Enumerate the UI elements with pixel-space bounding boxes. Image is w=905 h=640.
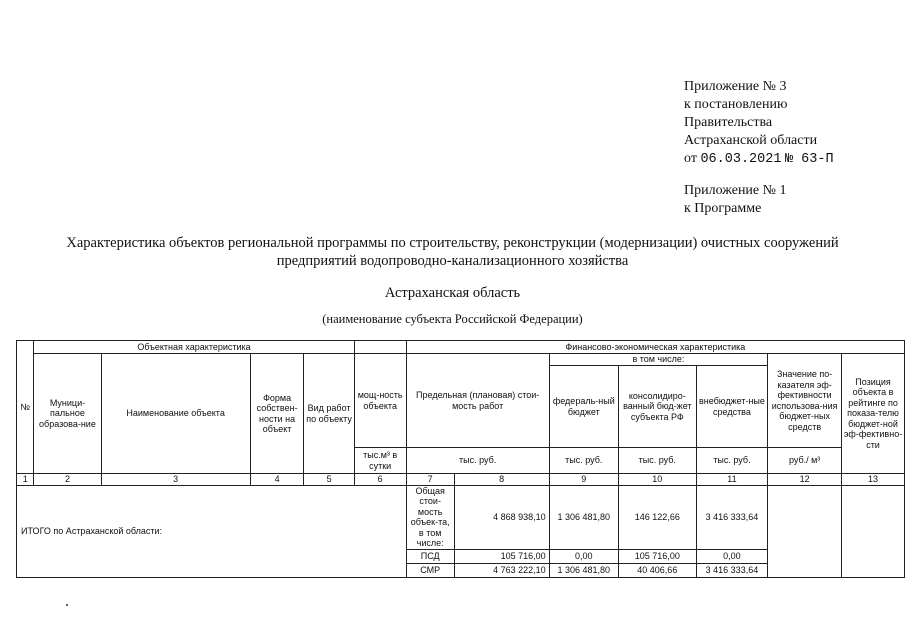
unit-capacity: тыс.м³ в сутки [354, 448, 406, 474]
column-number: 6 [354, 474, 406, 486]
extrabudget-cell: 3 416 333,64 [696, 485, 768, 549]
column-number: 1 [17, 474, 34, 486]
extrabudget-cell: 0,00 [696, 549, 768, 563]
region-name: Астраханская область [384, 285, 521, 301]
header-num: № [17, 341, 34, 474]
consolidated-cell: 40 406,66 [618, 563, 696, 577]
appendix-line: Приложение № 1 [684, 183, 787, 198]
consolidated-cell: 146 122,66 [618, 485, 696, 549]
column-number: 5 [304, 474, 354, 486]
decree-prefix: от [684, 151, 697, 166]
column-number: 8 [454, 474, 549, 486]
column-number: 10 [618, 474, 696, 486]
federal-cell: 1 306 481,80 [549, 563, 618, 577]
total-label: ИТОГО по Астраханской области: [17, 485, 407, 577]
decree-number: № 63-П [784, 152, 834, 167]
extrabudget-cell: 3 416 333,64 [696, 563, 768, 577]
header-federal: федераль-ный бюджет [549, 366, 618, 448]
header-consolidated: консолидиро-ванный бюд-жет субъекта РФ [618, 366, 696, 448]
header-municipality: Муници-пальное образова-ние [34, 354, 101, 474]
federal-cell: 0,00 [549, 549, 618, 563]
unit-indicator: руб./ м³ [768, 448, 842, 474]
header-indicator: Значение по-казателя эф-фективности использова-ния бюджет-ных средств [768, 354, 842, 448]
consolidated-cell: 105 716,00 [618, 549, 696, 563]
header-cost: Предельная (плановая) стои-мость работ [406, 354, 549, 448]
row-label: Общая стои-мость объек-та, в том числе: [406, 485, 454, 549]
decree-date: 06.03.2021 [700, 152, 782, 167]
objects-table [16, 340, 905, 578]
column-number: 7 [406, 474, 454, 486]
header-ownership: Форма собствен-ности на объект [250, 354, 304, 474]
indicator-cell [768, 485, 842, 577]
appendix-3-block [684, 78, 834, 169]
title-line: предприятий водопроводно-канализационного хозяйства [276, 253, 629, 269]
appendix-line: к постановлению [684, 97, 788, 112]
header-work-type: Вид работ по объекту [304, 354, 354, 474]
row-label: ПСД [406, 549, 454, 563]
group-finance-header: Финансово-экономическая характеристика [406, 341, 904, 354]
column-number: 4 [250, 474, 304, 486]
header-object-name: Наименование объекта [101, 354, 250, 474]
header-including: в том числе: [549, 354, 768, 366]
cost-cell: 4 763 222,10 [454, 563, 549, 577]
column-number: 11 [696, 474, 768, 486]
header-extrabudget: внебюджет-ные средства [696, 366, 768, 448]
appendix-line: Астраханской области [684, 133, 818, 148]
group-object-header: Объектная характеристика [34, 341, 354, 354]
cost-cell: 4 868 938,10 [454, 485, 549, 549]
document-title [20, 234, 885, 270]
column-number: 2 [34, 474, 101, 486]
column-numbers-row [17, 474, 905, 486]
row-label: СМР [406, 563, 454, 577]
federal-cell: 1 306 481,80 [549, 485, 618, 549]
region-caption: (наименование субъекта Российской Федерации) [322, 312, 583, 326]
header-capacity: мощ-ность объекта [354, 354, 406, 448]
position-cell [842, 485, 905, 577]
column-number: 13 [842, 474, 905, 486]
title-line: Характеристика объектов региональной программы по строительству, реконструкции (модернизации) очистных сооружений [66, 235, 839, 251]
table-row [17, 485, 905, 549]
header-position: Позиция объекта в рейтинге по показа-телю бюджет-ной эф-фективно-сти [842, 354, 905, 474]
column-number: 3 [101, 474, 250, 486]
column-number: 12 [768, 474, 842, 486]
appendix-line: Приложение № 3 [684, 79, 787, 94]
column-number: 9 [549, 474, 618, 486]
appendix-line: к Программе [684, 201, 762, 216]
scan-speck [66, 604, 68, 606]
appendix-line: Правительства [684, 115, 773, 130]
cost-cell: 105 716,00 [454, 549, 549, 563]
unit-federal: тыс. руб. [549, 448, 618, 474]
unit-consolidated: тыс. руб. [618, 448, 696, 474]
unit-cost: тыс. руб. [406, 448, 549, 474]
decree-date-line [684, 150, 834, 169]
unit-extrabudget: тыс. руб. [696, 448, 768, 474]
appendix-1-block [684, 182, 787, 218]
